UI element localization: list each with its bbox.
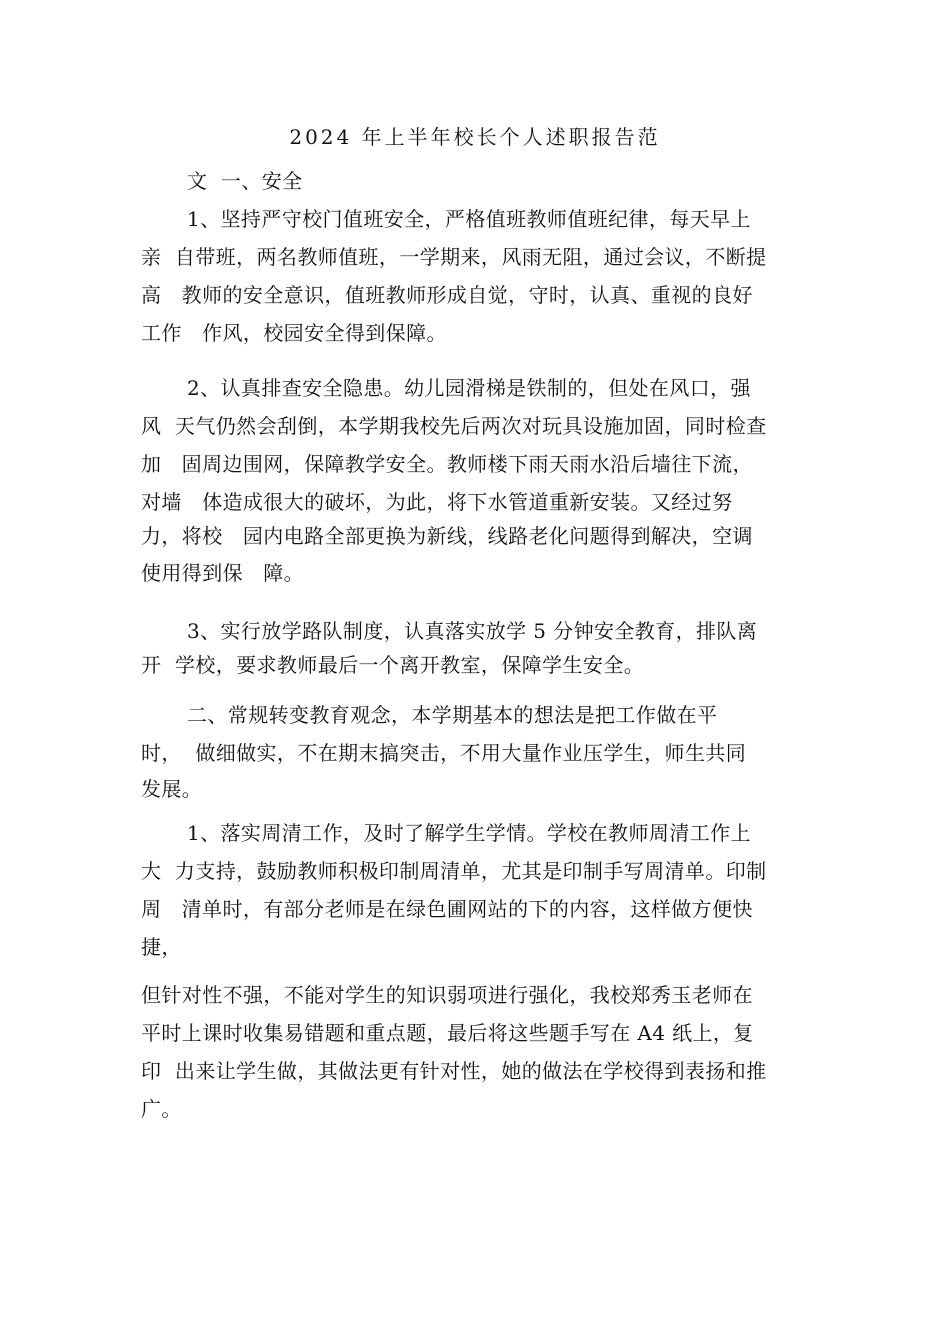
text-line: 力，将校 园内电路全部更换为新线，线路老化问题得到解决，空调 — [141, 524, 753, 548]
text-line: 时， 做细做实，不在期末搞突击，不用大量作业压学生，师生共同 — [141, 741, 747, 765]
text-line: 广。 — [141, 1097, 182, 1121]
text-line: 开 学校，要求教师最后一个离开教室，保障学生安全。 — [141, 653, 645, 677]
text-line: 周 清单时，有部分老师是在绿色圃网站的下的内容，这样做方便快 — [141, 897, 753, 921]
document-title: 2024 年上半年校长个人述职报告范 — [289, 125, 661, 149]
text-line: 捷， — [141, 935, 182, 959]
text-line: 印 出来让学生做，其做法更有针对性，她的做法在学校得到表扬和推 — [141, 1059, 767, 1083]
text-line: 工作 作风，校园安全得到保障。 — [141, 321, 447, 345]
text-line: 二、常规转变教育观念，本学期基本的想法是把工作做在平 — [187, 703, 718, 727]
text-line: 加 固周边围网，保障教学安全。教师楼下雨天雨水沿后墙往下流， — [141, 452, 753, 476]
text-line: 风 天气仍然会刮倒，本学期我校先后两次对玩具设施加固，同时检查 — [141, 414, 767, 438]
text-line: 2、认真排查安全隐患。幼儿园滑梯是铁制的，但处在风口，强 — [187, 376, 751, 400]
text-line: 平时上课时收集易错题和重点题，最后将这些题手写在 A4 纸上，复 — [141, 1021, 754, 1045]
text-line: 3、实行放学路队制度，认真落实放学 5 分钟安全教育，排队离 — [187, 619, 758, 643]
text-line: 高 教师的安全意识，值班教师形成自觉，守时，认真、重视的良好 — [141, 283, 753, 307]
text-line: 发展。 — [141, 777, 203, 801]
text-line: 亲 自带班，两名教师值班，一学期来，风雨无阻，通过会议，不断提 — [141, 245, 767, 269]
text-line: 文 一、安全 — [187, 169, 303, 193]
text-line: 1、落实周清工作，及时了解学生学情。学校在教师周清工作上 — [187, 821, 751, 845]
text-line: 大 力支持，鼓励教师积极印制周清单，尤其是印制手写周清单。印制 — [141, 859, 767, 883]
text-line: 但针对性不强，不能对学生的知识弱项进行强化，我校郑秀玉老师在 — [141, 983, 753, 1007]
text-line: 对墙 体造成很大的破坏，为此，将下水管道重新安装。又经过努 — [141, 490, 733, 514]
text-line: 1、坚持严守校门值班安全，严格值班教师值班纪律，每天早上 — [187, 207, 751, 231]
text-line: 使用得到保 障。 — [141, 561, 305, 585]
